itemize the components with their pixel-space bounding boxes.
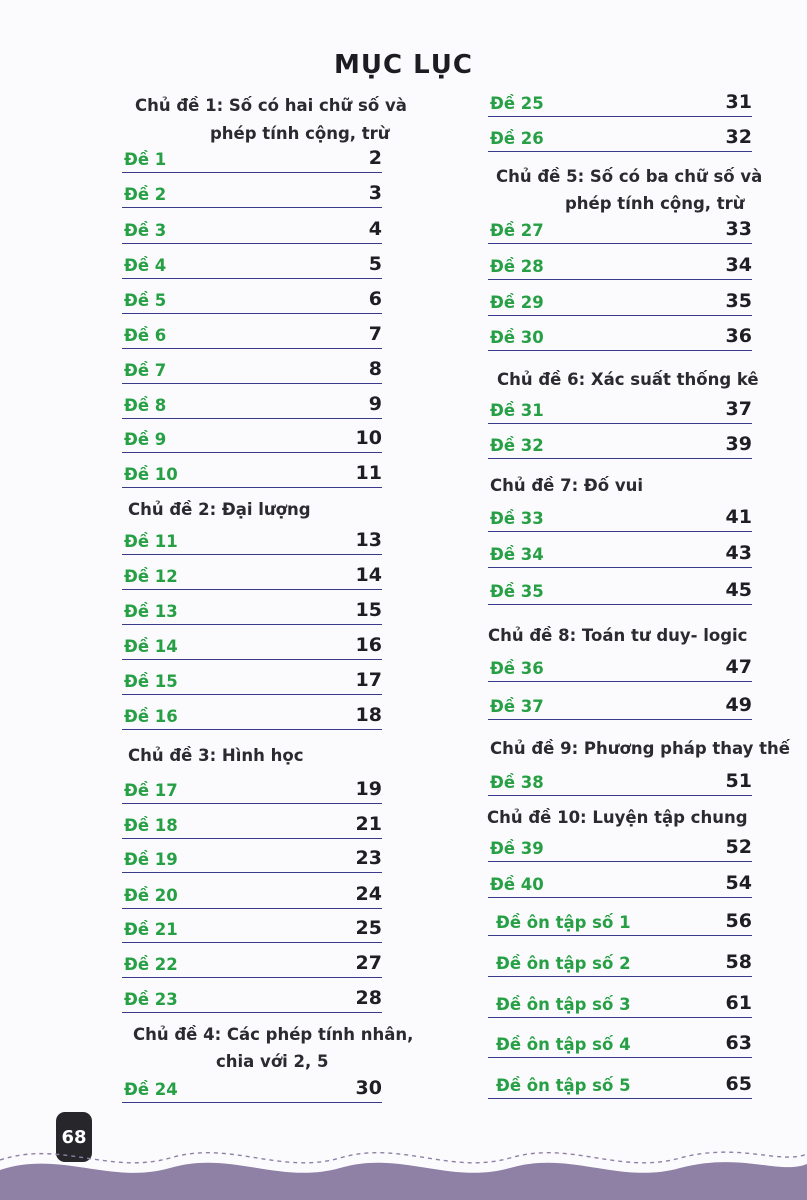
toc-entry-page: 45 <box>725 579 752 601</box>
toc-entry-label: Đề 4 <box>124 256 167 275</box>
toc-entry-page: 25 <box>355 917 382 939</box>
toc-entry-page: 19 <box>355 778 382 800</box>
toc-entry[interactable] <box>488 506 752 532</box>
toc-entry-label: Đề 10 <box>124 465 178 484</box>
toc-entry[interactable] <box>488 218 752 244</box>
toc-entry-underline <box>122 554 382 556</box>
toc-entry[interactable] <box>488 91 752 117</box>
toc-entry-underline <box>488 1017 752 1019</box>
toc-entry-page: 21 <box>355 813 382 835</box>
toc-entry-label: Đề ôn tập số 2 <box>496 954 631 973</box>
page-number-badge: 68 <box>56 1112 92 1162</box>
toc-entry-page: 34 <box>725 254 752 276</box>
toc-entry-page: 18 <box>355 704 382 726</box>
toc-entry[interactable] <box>488 1073 752 1099</box>
toc-entry-label: Đề 1 <box>124 150 167 169</box>
toc-entry-label: Đề 26 <box>490 129 544 148</box>
toc-entry-label: Đề 13 <box>124 602 178 621</box>
toc-entry[interactable] <box>488 290 752 316</box>
toc-entry-page: 16 <box>355 634 382 656</box>
toc-entry-underline <box>488 1057 752 1059</box>
section-heading: Chủ đề 10: Luyện tập chung <box>487 808 748 827</box>
toc-entry-label: Đề 17 <box>124 781 178 800</box>
toc-entry-label: Đề 27 <box>490 221 544 240</box>
toc-entry[interactable] <box>488 325 752 351</box>
toc-entry[interactable] <box>122 253 382 279</box>
toc-entry[interactable] <box>122 813 382 839</box>
toc-entry[interactable] <box>488 836 752 862</box>
toc-entry[interactable] <box>488 126 752 152</box>
toc-entry-underline <box>122 803 382 805</box>
toc-entry-label: Đề 7 <box>124 361 167 380</box>
toc-entry[interactable] <box>488 656 752 682</box>
toc-entry-page: 54 <box>725 872 752 894</box>
toc-entry-label: Đề ôn tập số 4 <box>496 1035 631 1054</box>
toc-entry[interactable] <box>122 529 382 555</box>
toc-entry-label: Đề 38 <box>490 773 544 792</box>
toc-entry-page: 23 <box>355 847 382 869</box>
toc-entry[interactable] <box>488 542 752 568</box>
toc-entry-label: Đề 31 <box>490 401 544 420</box>
toc-entry-page: 49 <box>725 694 752 716</box>
toc-entry[interactable] <box>122 1077 382 1103</box>
toc-entry-page: 56 <box>725 910 752 932</box>
toc-entry-underline <box>488 315 752 317</box>
toc-entry[interactable] <box>488 1032 752 1058</box>
toc-entry-underline <box>122 1012 382 1014</box>
toc-entry[interactable] <box>122 847 382 873</box>
section-heading: phép tính cộng, trừ <box>210 124 390 143</box>
section-heading: Chủ đề 2: Đại lượng <box>128 500 311 519</box>
toc-entry-label: Đề 23 <box>124 990 178 1009</box>
toc-entry-page: 10 <box>355 427 382 449</box>
footer-wave <box>0 1130 807 1200</box>
section-heading: phép tính cộng, trừ <box>565 194 745 213</box>
toc-entry-underline <box>488 116 752 118</box>
toc-entry-page: 43 <box>725 542 752 564</box>
section-heading: Chủ đề 3: Hình học <box>128 746 304 765</box>
toc-entry-underline <box>122 1102 382 1104</box>
toc-entry-label: Đề 40 <box>490 875 544 894</box>
toc-entry-page: 36 <box>725 325 752 347</box>
toc-entry-page: 31 <box>725 91 752 113</box>
toc-entry-label: Đề 19 <box>124 850 178 869</box>
section-heading: Chủ đề 7: Đố vui <box>490 476 643 495</box>
section-heading: Chủ đề 4: Các phép tính nhân, <box>133 1025 414 1044</box>
toc-entry-page: 41 <box>725 506 752 528</box>
toc-entry-label: Đề 12 <box>124 567 178 586</box>
toc-entry[interactable] <box>122 917 382 943</box>
toc-entry-page: 6 <box>368 288 382 310</box>
toc-entry[interactable] <box>488 254 752 280</box>
toc-entry-underline <box>488 458 752 460</box>
toc-entry[interactable] <box>122 462 382 488</box>
toc-entry-underline <box>488 279 752 281</box>
toc-entry-underline <box>488 719 752 721</box>
toc-entry-label: Đề 2 <box>124 185 167 204</box>
toc-entry-label: Đề 20 <box>124 886 178 905</box>
toc-entry[interactable] <box>122 358 382 384</box>
toc-entry-page: 8 <box>368 358 382 380</box>
toc-entry-page: 51 <box>725 770 752 792</box>
toc-entry-page: 2 <box>368 147 382 169</box>
toc-entry[interactable] <box>488 398 752 424</box>
section-heading: Chủ đề 1: Số có hai chữ số và <box>135 96 407 115</box>
toc-entry[interactable] <box>122 427 382 453</box>
toc-entry-page: 9 <box>368 393 382 415</box>
toc-entry-underline <box>122 243 382 245</box>
toc-entry-page: 5 <box>368 253 382 275</box>
toc-entry-label: Đề ôn tập số 5 <box>496 1076 631 1095</box>
toc-entry[interactable] <box>488 992 752 1018</box>
toc-entry-underline <box>122 729 382 731</box>
toc-entry-page: 47 <box>725 656 752 678</box>
toc-entry-underline <box>122 659 382 661</box>
toc-entry[interactable] <box>122 669 382 695</box>
toc-entry[interactable] <box>122 323 382 349</box>
toc-entry-label: Đề 28 <box>490 257 544 276</box>
toc-entry[interactable] <box>122 218 382 244</box>
toc-entry[interactable] <box>488 910 752 936</box>
toc-entry-page: 61 <box>725 992 752 1014</box>
toc-entry[interactable] <box>488 770 752 796</box>
toc-entry[interactable] <box>488 579 752 605</box>
toc-entry-underline <box>122 172 382 174</box>
toc-entry-underline <box>488 604 752 606</box>
toc-entry-page: 33 <box>725 218 752 240</box>
toc-entry-label: Đề 29 <box>490 293 544 312</box>
toc-entry-page: 52 <box>725 836 752 858</box>
toc-entry[interactable] <box>122 182 382 208</box>
toc-entry-underline <box>122 694 382 696</box>
toc-entry-page: 27 <box>355 952 382 974</box>
toc-entry[interactable] <box>488 694 752 720</box>
toc-entry-label: Đề 34 <box>490 545 544 564</box>
toc-entry-underline <box>122 838 382 840</box>
toc-entry-label: Đề ôn tập số 3 <box>496 995 631 1014</box>
toc-entry-underline <box>122 452 382 454</box>
toc-entry-underline <box>122 624 382 626</box>
toc-entry[interactable] <box>122 147 382 173</box>
toc-entry-underline <box>488 567 752 569</box>
toc-entry-label: Đề 37 <box>490 697 544 716</box>
toc-entry[interactable] <box>122 987 382 1013</box>
section-heading: Chủ đề 8: Toán tư duy- logic <box>488 626 748 645</box>
toc-entry-label: Đề 21 <box>124 920 178 939</box>
toc-entry-label: Đề 22 <box>124 955 178 974</box>
section-heading: Chủ đề 5: Số có ba chữ số và <box>496 167 763 186</box>
toc-entry[interactable] <box>122 952 382 978</box>
toc-entry-page: 63 <box>725 1032 752 1054</box>
toc-entry-page: 32 <box>725 126 752 148</box>
toc-entry-underline <box>488 976 752 978</box>
toc-entry[interactable] <box>122 778 382 804</box>
toc-entry-label: Đề 14 <box>124 637 178 656</box>
toc-entry-page: 65 <box>725 1073 752 1095</box>
toc-entry[interactable] <box>122 599 382 625</box>
toc-entry-underline <box>488 861 752 863</box>
toc-entry-underline <box>122 207 382 209</box>
toc-entry-page: 15 <box>355 599 382 621</box>
toc-entry-label: Đề 11 <box>124 532 178 551</box>
toc-entry[interactable] <box>488 951 752 977</box>
toc-entry-page: 35 <box>725 290 752 312</box>
toc-entry[interactable] <box>488 433 752 459</box>
toc-entry[interactable] <box>122 634 382 660</box>
toc-entry-page: 17 <box>355 669 382 691</box>
toc-entry-page: 7 <box>368 323 382 345</box>
section-heading: Chủ đề 9: Phương pháp thay thế <box>490 739 790 758</box>
toc-entry-underline <box>122 348 382 350</box>
toc-entry-page: 4 <box>368 218 382 240</box>
page-title: MỤC LỤC <box>334 50 473 80</box>
toc-entry-underline <box>122 908 382 910</box>
toc-entry-label: Đề 32 <box>490 436 544 455</box>
toc-entry-underline <box>122 487 382 489</box>
toc-entry-page: 39 <box>725 433 752 455</box>
toc-entry-page: 13 <box>355 529 382 551</box>
toc-entry-underline <box>488 151 752 153</box>
toc-entry-underline <box>122 383 382 385</box>
toc-entry-underline <box>122 313 382 315</box>
toc-entry-underline <box>122 977 382 979</box>
toc-entry[interactable] <box>488 872 752 898</box>
toc-entry-label: Đề 6 <box>124 326 167 345</box>
toc-entry-page: 58 <box>725 951 752 973</box>
toc-entry-underline <box>488 243 752 245</box>
toc-entry-page: 28 <box>355 987 382 1009</box>
toc-entry-label: Đề 33 <box>490 509 544 528</box>
toc-entry-label: Đề ôn tập số 1 <box>496 913 631 932</box>
toc-entry-label: Đề 25 <box>490 94 544 113</box>
toc-entry-underline <box>122 278 382 280</box>
toc-entry-underline <box>122 418 382 420</box>
toc-entry[interactable] <box>122 883 382 909</box>
toc-entry[interactable] <box>122 288 382 314</box>
toc-entry-label: Đề 5 <box>124 291 167 310</box>
section-heading: chia với 2, 5 <box>216 1052 329 1071</box>
toc-entry-underline <box>488 795 752 797</box>
toc-entry-underline <box>488 935 752 937</box>
section-heading: Chủ đề 6: Xác suất thống kê <box>497 370 759 389</box>
toc-entry-label: Đề 39 <box>490 839 544 858</box>
toc-entry-page: 11 <box>355 462 382 484</box>
toc-entry-label: Đề 36 <box>490 659 544 678</box>
toc-entry-label: Đề 24 <box>124 1080 178 1099</box>
toc-entry-underline <box>488 681 752 683</box>
toc-entry-label: Đề 9 <box>124 430 167 449</box>
toc-entry-underline <box>488 1098 752 1100</box>
toc-entry-label: Đề 15 <box>124 672 178 691</box>
toc-entry[interactable] <box>122 564 382 590</box>
toc-entry-label: Đề 18 <box>124 816 178 835</box>
toc-entry-page: 14 <box>355 564 382 586</box>
toc-entry-underline <box>122 942 382 944</box>
toc-entry-label: Đề 8 <box>124 396 167 415</box>
toc-entry-underline <box>488 423 752 425</box>
toc-entry[interactable] <box>122 704 382 730</box>
toc-entry-label: Đề 16 <box>124 707 178 726</box>
toc-entry-label: Đề 3 <box>124 221 167 240</box>
toc-entry[interactable] <box>122 393 382 419</box>
toc-entry-page: 24 <box>355 883 382 905</box>
toc-entry-label: Đề 30 <box>490 328 544 347</box>
toc-entry-underline <box>122 589 382 591</box>
toc-entry-page: 3 <box>368 182 382 204</box>
toc-entry-underline <box>488 531 752 533</box>
toc-entry-page: 30 <box>355 1077 382 1099</box>
toc-entry-page: 37 <box>725 398 752 420</box>
toc-entry-underline <box>122 872 382 874</box>
toc-entry-underline <box>488 350 752 352</box>
toc-entry-label: Đề 35 <box>490 582 544 601</box>
toc-entry-underline <box>488 897 752 899</box>
